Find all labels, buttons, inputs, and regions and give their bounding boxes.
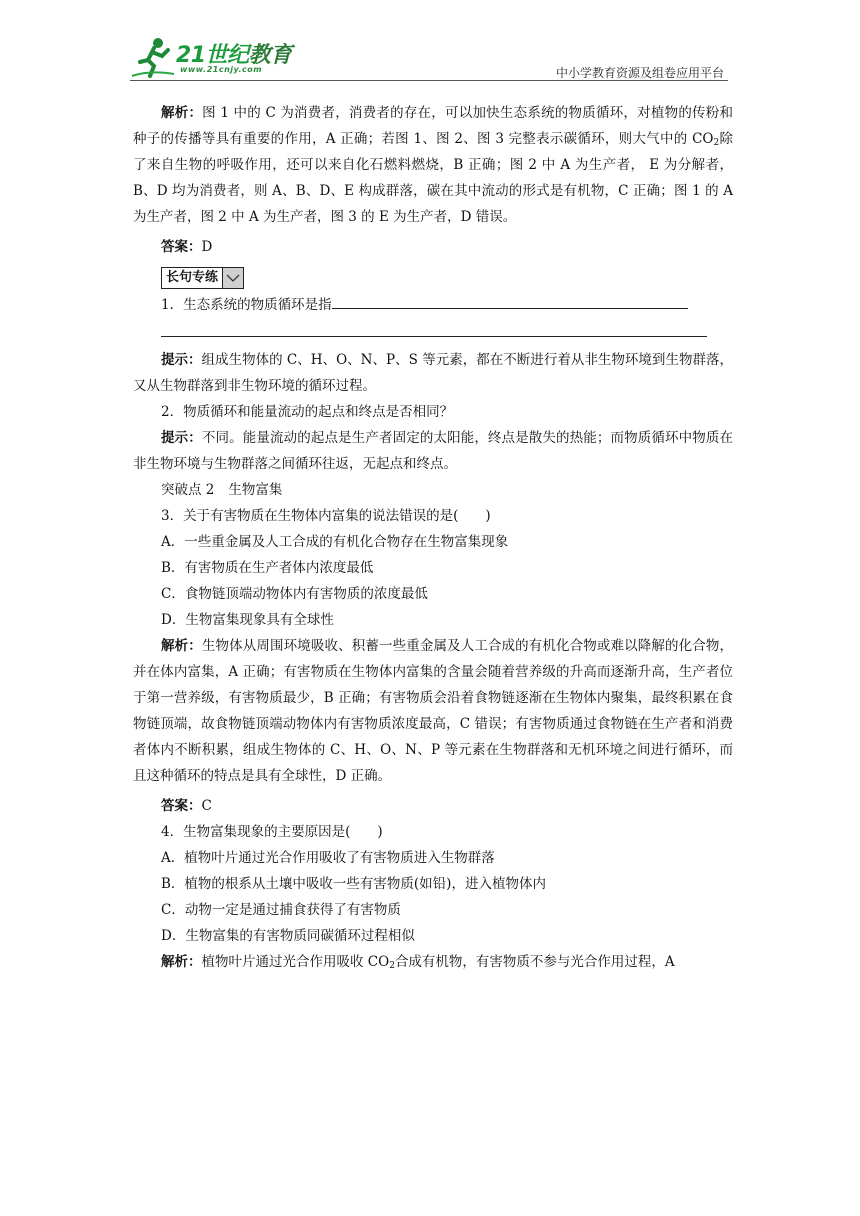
q2-stem: 2．物质循环和能量流动的起点和终点是否相同？ [161,404,454,420]
q2-hint: 提示：不同。能量流动的起点是生产者固定的太阳能，终点是散失的热能；而物质循环中物质在非生物环境与生物群落之间循环往返，无起点和终点。 [133,430,734,472]
q1-stem: 1．生态系统的物质循环是指 [133,292,733,318]
q4-option-b: B．植物的根系从土壤中吸收一些有害物质(如铅)，进入植物体内 [161,876,546,892]
q4-option-a: A．植物叶片通过光合作用吸收了有害物质进入生物群落 [161,850,495,866]
q4-analysis: 解析：植物叶片通过光合作用吸收 $CO_2$合成有机物，有害物质不参与光合作用过程，A [161,954,675,971]
site-logo[interactable] [130,36,310,80]
header-divider [130,80,728,81]
chevron-down-icon [222,268,243,288]
page-header [130,36,728,82]
q3-analysis: 解析：生物体从周围环境吸收、积蓄一些重金属及人工合成的有机化合物或难以降解的化合物，并在体内富集，A 正确；有害物质在生物体内富集的含量会随着营养级的升高而逐渐升高，生产者位于第一营养级，有害物质最少，B 正确；有害物质会沿着食物链逐渐在生物体内聚集，最终积累在食物链顶端，故食物链顶端动物体内有害物质浓度最高，C 错误；有害物质通过食物链在生产者和消费者体内不断积累，组成生物体的 C、H、O、N、P 等元素在生物群落和无机环境之间进行循环，而且这种循环的特点是具有全球性，D 正确。 [133,638,734,784]
runner-icon [130,36,176,80]
section-label-box: 长句专练 [161,267,244,289]
q4-option-d: D．生物富集的有害物质同碳循环过程相似 [161,928,415,944]
q3-option-b: B．有害物质在生产者体内浓度最低 [161,560,374,576]
prev-analysis: 解析：图 1 中的 C 为消费者，消费者的存在，可以加快生态系统的物质循环，对植物的传粉和种子的传播等具有重要的作用，A 正确；若图 1、图 2、图 3 完整表示碳循环，则大气中的 $CO_2$除了来自生物的呼吸作用，还可以来自化石燃料燃烧，B 正确；图 2 中 A 为生产者， E 为分解者，B、D 均为消费者，则 A、B、D、E 构成群落，碳在其中流动的形式是有机物，C 正确；图 1 的 A 为生产者，图 2 中 A 为生产者，图 3 的 E 为生产者，D 错误。 [133,105,734,225]
answer-blank-line[interactable] [161,318,707,337]
q4-option-c: C．动物一定是通过捕食获得了有害物质 [161,902,401,918]
prev-answer: 答案：D [161,239,213,255]
q3-stem: 3．关于有害物质在生物体内富集的说法错误的是( ) [161,508,491,524]
q3-option-c: C．食物链顶端动物体内有害物质的浓度最低 [161,586,428,602]
q1-hint: 提示：组成生物体的 C、H、O、N、P、S 等元素，都在不断进行着从非生物环境到生物群落，又从生物群落到非生物环境的循环过程。 [133,352,733,394]
q4-stem: 4．生物富集现象的主要原因是( ) [161,824,383,840]
section-heading: 突破点 2 生物富集 [161,482,283,498]
q3-option-a: A．一些重金属及人工合成的有机化合物存在生物富集现象 [161,534,509,550]
q3-answer: 答案：C [161,798,212,814]
document-body [133,100,733,975]
answer-blank[interactable] [332,294,688,309]
long-sentence-section [161,266,733,288]
q3-option-d: D．生物富集现象具有全球性 [161,612,334,628]
logo-wordmark: 21世纪教育 [176,43,292,68]
logo-url: www.21cnjy.com [180,65,263,74]
platform-name: 中小学教育资源及组卷应用平台 [555,66,724,80]
